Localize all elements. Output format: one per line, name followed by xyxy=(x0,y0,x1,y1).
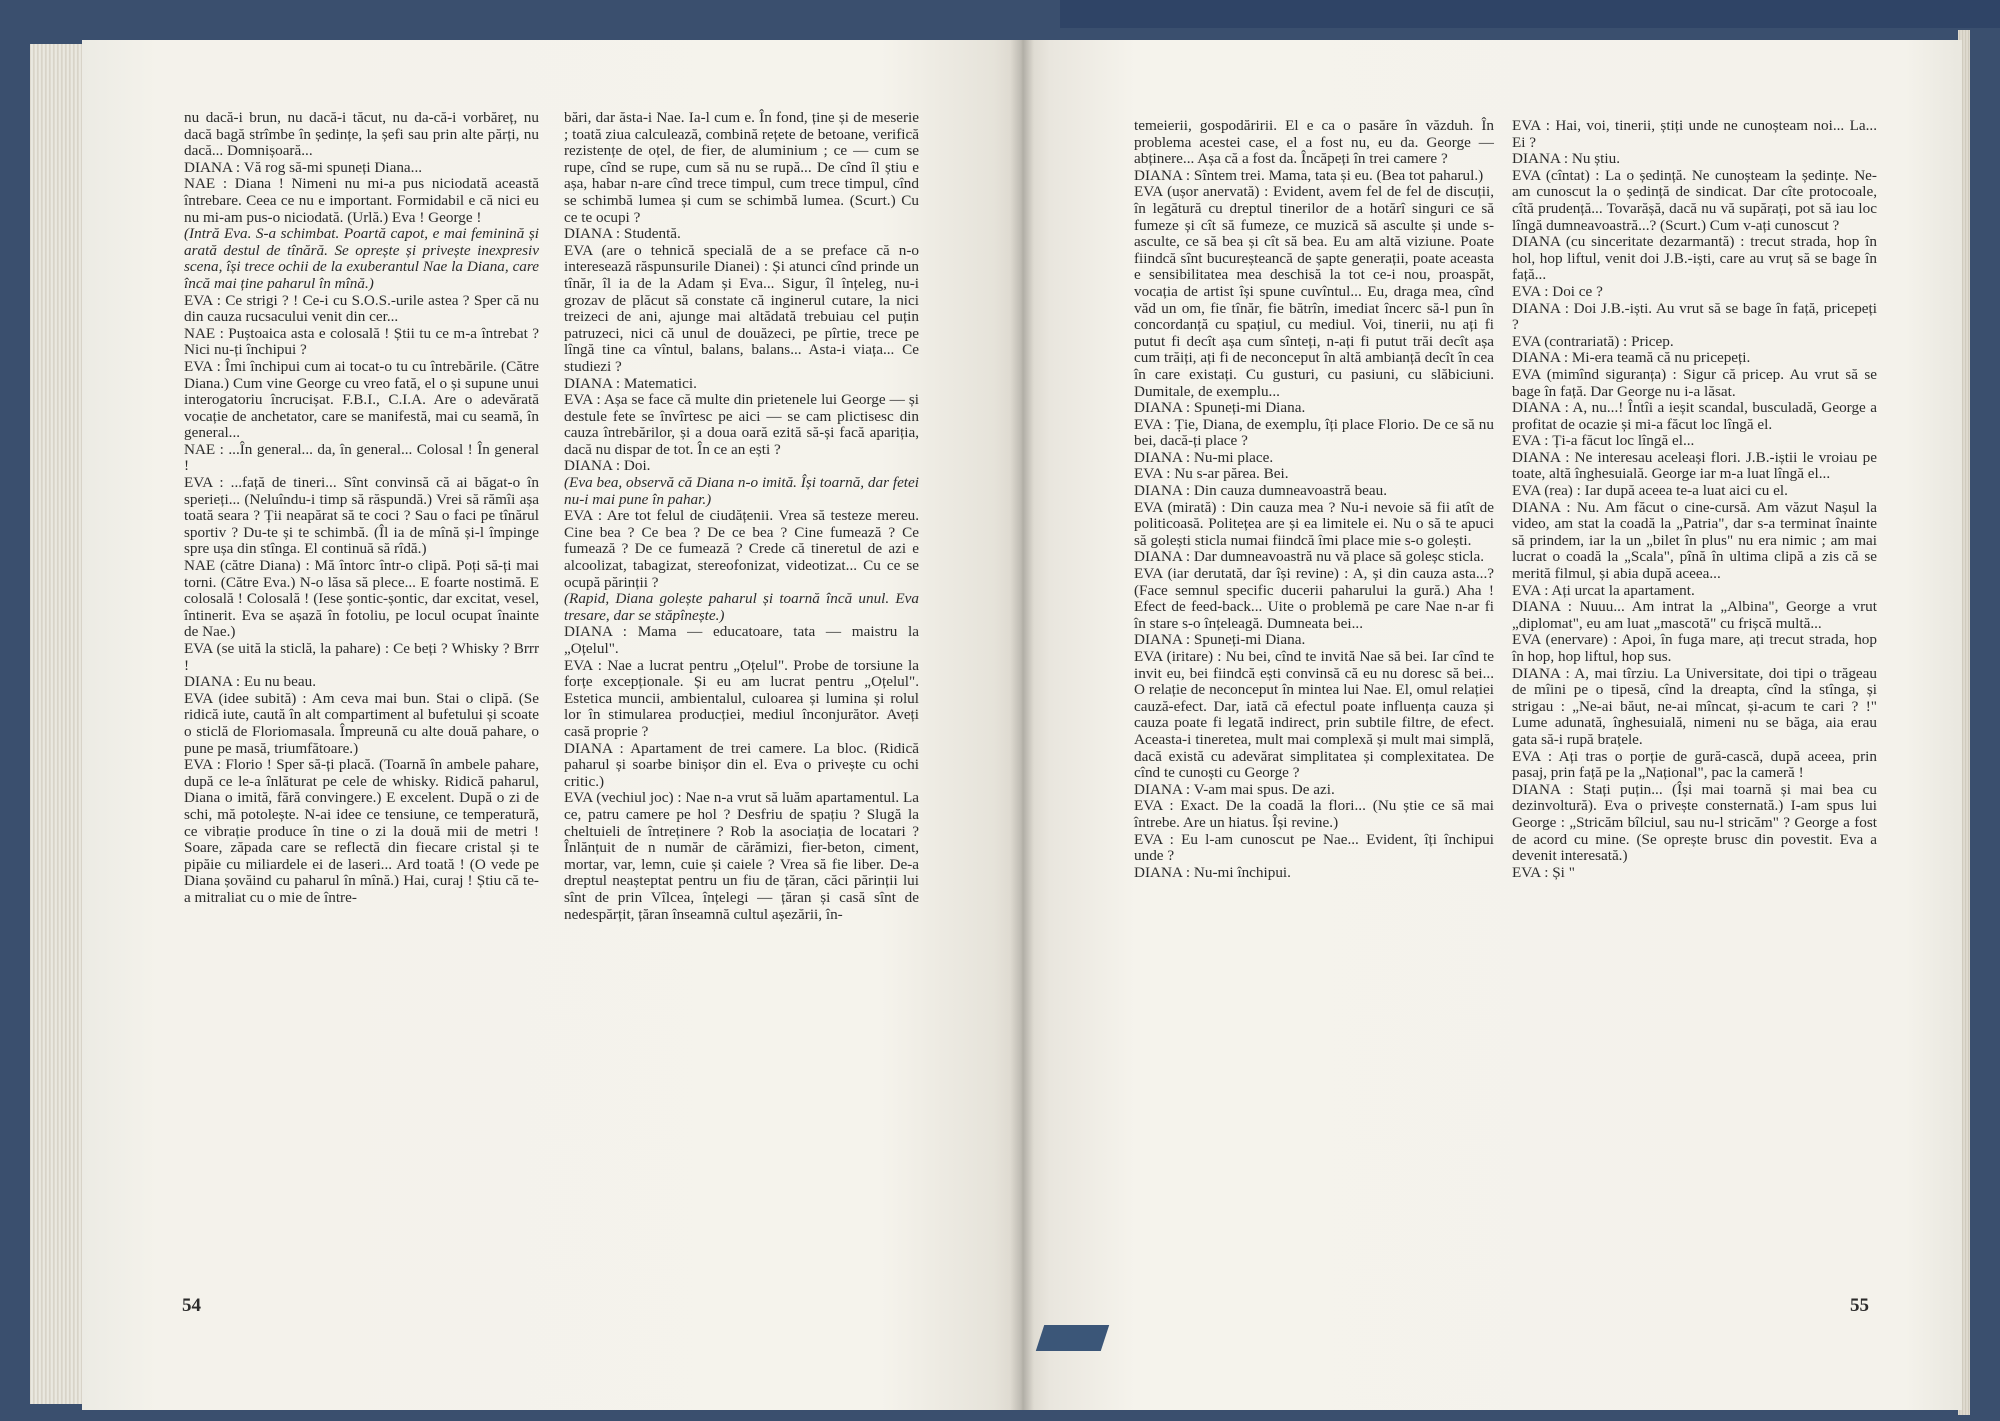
dialogue-paragraph: EVA (are o tehnică specială de a se preface că n-o interesează răspunsurile Dianei) : Și atunci cînd prinde un tînăr, îl ia de la Adam și Eva... Sigur, îl înțeleg, nu-i grozav de plăcut să constate că inginerul cutare, la nici treizeci de ani, ajunge mai altădată trebuiau cel puțin patruzeci, nici că unul de douăzeci, pe pîrtie, trece pe lîngă tine ca vîntul, balans, balans... Asta-i viața... Ce studiezi ? xyxy=(564,241,919,375)
cover-corner xyxy=(1036,1325,1109,1351)
dialogue-paragraph: DIANA : Nu. Am făcut o cine-cursă. Am văzut Nașul la video, am stat la coadă la „Patria", dar s-a terminat înainte să prindem, iar la un „bilet în plus" nu era nimic ; am mai lucrat o coadă la „Scala", pînă în ultima clipă a zis că se merită filmul, și abia după aceea... xyxy=(1512,498,1877,583)
dialogue-paragraph: EVA : Ați urcat la apartament. xyxy=(1512,581,1695,599)
left-page-column-2 xyxy=(564,110,919,923)
dialogue-paragraph: EVA : Ați tras o porție de gură-cască, după aceea, prin pasaj, prin față pe la „Național", pac la cameră ! xyxy=(1512,747,1877,782)
dialogue-paragraph: EVA : ...față de tineri... Sînt convinsă că ai băgat-o în sperieți... (Neluîndu-i timp să răspundă.) Vrei să rămîi așa toată seara ? Ții neapărat să te coci ? Sau o faci pe tînărul sportiv ? Du-te și te schimbă. (Îl ia de mînă și-l împinge spre ușa din stînga. El continuă să rîdă.) xyxy=(184,474,539,558)
dialogue-paragraph: DIANA : Doi. xyxy=(564,457,651,475)
left-page-edges xyxy=(30,44,88,1404)
dialogue-paragraph: nu dacă-i brun, nu dacă-i tăcut, nu da-că-i vorbăreț, nu dacă bagă strîmbe în ședințe, la șefi sau prin alte părți, nu dacă... Domnișoară... xyxy=(184,109,539,160)
dialogue-paragraph: DIANA : A, mai tîrziu. La Universitate, doi tipi o trăgeau de mîini pe o tipesă, cînd la dreapta, cînd la stînga, și strigau : „Ne-ai băut, ne-ai mîncat, și-acum te cari ? !" Lume adunată, înghesuială, nimeni nu se băga, aia erau gata să-i rupă brațele. xyxy=(1512,664,1877,748)
dialogue-paragraph: (Eva bea, observă că Diana n-o imită. Își toarnă, dar fetei nu-i mai pune în pahar.) xyxy=(564,474,919,508)
dialogue-paragraph: EVA : Așa se face că multe din prietenele lui George — și destule fete se învîrtesc pe aici — se cam plictisesc din cauza întrebărilor, și a doua oară ezită să-și facă apariția, dacă nu dispar de tot. În ce an ești ? xyxy=(564,391,919,458)
dialogue-paragraph: DIANA : Spuneți-mi Diana. xyxy=(1134,399,1306,417)
dialogue-paragraph: EVA (mirată) : Din cauza mea ? Nu-i nevoie să fii atît de politicoasă. Politețea are și ea limitele ei. Nu o să te apuci să golești sticla numai fiindcă îmi place mie s-o golești. xyxy=(1134,498,1494,549)
dialogue-paragraph: EVA : Ție, Diana, de exemplu, îți place Florio. De ce să nu bei, dacă-ți place ? xyxy=(1134,415,1494,450)
dialogue-paragraph: EVA : Ce strigi ? ! Ce-i cu S.O.S.-urile astea ? Sper că nu din cauza rucsacului venit din cer... xyxy=(184,291,539,326)
dialogue-paragraph: NAE : Diana ! Nimeni nu mi-a pus niciodată această întrebare. Ceea ce nu e important. Formidabil e că nici eu nu mi-am pus-o niciodată. (Urlă.) Eva ! George ! xyxy=(184,175,539,226)
dialogue-paragraph: EVA (rea) : Iar după aceea te-a luat aici cu el. xyxy=(1512,482,1788,500)
dialogue-paragraph: EVA : Doi ce ? xyxy=(1512,282,1603,300)
dialogue-paragraph: DIANA : Sîntem trei. Mama, tata și eu. (Bea tot paharul.) xyxy=(1134,166,1484,184)
dialogue-paragraph: DIANA : Apartament de trei camere. La bloc. (Ridică paharul și soarbe binișor din el. Eva o privește cu ochi critic.) xyxy=(564,739,919,790)
dialogue-paragraph: EVA : Nae a lucrat pentru „Oțelul". Probe de torsiune la forțe excepționale. Și eu am lucrat pentru „Oțelul". Estetica muncii, ambientalul, culoarea și lumina și rolul lor în stimularea producției, mediul înconjurător. Aveți casă proprie ? xyxy=(564,656,919,740)
dialogue-paragraph: NAE : ...În general... da, în general... Colosal ! În general ! xyxy=(184,440,539,475)
dialogue-paragraph: NAE : Puștoaica asta e colosală ! Știi tu ce m-a întrebat ? Nici nu-ți închipui ? xyxy=(184,324,539,359)
dialogue-paragraph: EVA (iar derutată, dar își revine) : A, și din cauza asta...? (Face semnul specific ducerii paharului la gură.) Aha ! Efect de feed-back... Uite o problemă pe care Nae n-ar fi în stare s-o înțeleagă. Dumneata bei... xyxy=(1134,565,1494,632)
dialogue-paragraph: DIANA : Mi-era teamă că nu pricepeți. xyxy=(1512,349,1751,367)
dialogue-paragraph: (Intră Eva. S-a schimbat. Poartă capot, e mai feminină și arată destul de tînără. Se oprește și privește inexpresiv scena, își trece ochii de la exuberantul Nae la Diana, care încă mai ține paharul în mînă.) xyxy=(184,225,539,292)
dialogue-paragraph: temeierii, gospodăririi. El e ca o pasăre în văzduh. În problema acestei case, el a fost nu, eu da. George — abținere... Așa că a fost da. Încăpeți în trei camere ? xyxy=(1134,117,1494,168)
dialogue-paragraph: DIANA : Doi J.B.-iști. Au vrut să se bage în față, pricepeți ? xyxy=(1512,299,1877,334)
dialogue-paragraph: DIANA : Stați puțin... (Își mai toarnă și mai bea cu dezinvoltură). Eva o privește consternată.) I-am spus lui George : „Stricăm bîlciul, sau nu-l stricăm" ? George a fost de acord cu mine. (Se oprește brusc din povestit. Eva a devenit interesată.) xyxy=(1512,780,1877,865)
dialogue-paragraph: DIANA : Nu-mi închipui. xyxy=(1134,863,1291,881)
dialogue-paragraph: EVA (enervare) : Apoi, în fuga mare, ați trecut strada, hop în hop, hop liftul, hop sus. xyxy=(1512,631,1877,665)
dialogue-paragraph: NAE (către Diana) : Mă întorc într-o clipă. Poți să-ți mai torni. (Către Eva.) N-o lăsa să plece... E foarte nostimă. E colosală ! Colosală ! (Iese șontic-șontic, dar excitat, vesel, întinerit. Eva se așază în fotoliu, pe locul ocupat înainte de Nae.) xyxy=(184,557,539,641)
dialogue-paragraph: DIANA : Nuuu... Am intrat la „Albina", George a vrut „diplomat", eu am luat „mascotă" cu frișcă multă... xyxy=(1512,598,1877,632)
book-spine-shadow xyxy=(1010,40,1034,1410)
dialogue-paragraph: DIANA : Studentă. xyxy=(564,225,681,243)
right-page-column-1 xyxy=(1134,118,1494,881)
dialogue-paragraph: EVA : Eu l-am cunoscut pe Nae... Evident, îți închipui unde ? xyxy=(1134,830,1494,865)
dialogue-paragraph: DIANA : A, nu...! Întîi a ieșit scandal, busculadă, George a profitat de ocazie și mi-a făcut loc lîngă el. xyxy=(1512,399,1877,433)
book-cover-top-edge xyxy=(1060,0,2000,28)
right-page xyxy=(1022,40,1962,1410)
dialogue-paragraph: EVA (idee subită) : Am ceva mai bun. Stai o clipă. (Se ridică iute, caută în alt compartiment al bufetului și scoate o sticlă de Floriomasala. Împreună cu alte două pahare, o pune pe masă, triumfătoare.) xyxy=(184,689,539,757)
dialogue-paragraph: DIANA : Eu nu beau. xyxy=(184,673,317,691)
dialogue-paragraph: EVA : Hai, voi, tinerii, știți unde ne cunoșteam noi... La... Ei ? xyxy=(1512,117,1877,151)
dialogue-paragraph: EVA : Ți-a făcut loc lîngă el... xyxy=(1512,432,1695,450)
dialogue-paragraph: EVA : Exact. De la coadă la flori... (Nu știe ce să mai întrebe. Are un hiatus. Își revine.) xyxy=(1134,797,1494,831)
dialogue-paragraph: EVA (se uită la sticlă, la pahare) : Ce beți ? Whisky ? Brrr ! xyxy=(184,640,539,674)
dialogue-paragraph: EVA (contrariată) : Pricep. xyxy=(1512,332,1674,350)
page-number-right: 55 xyxy=(1850,1295,1869,1316)
dialogue-paragraph: bări, dar ăsta-i Nae. Ia-l cum e. În fond, ține și de meserie ; toată ziua calculează, combină rețete de betoane, verifică rezistențe de oțel, de fier, de aluminium ; ce — cum se rupe, cînd se rupe, cum să nu se rupă... De cînd îl știu e așa, habar n-are cînd trece timpul, cum trece timpul, cînd se schimbă lumea și cum se schimbă lumea. (Scurt.) Cu ce te ocupi ? xyxy=(564,109,919,226)
dialogue-paragraph: DIANA : Mama — educatoare, tata — maistru la „Oțelul". xyxy=(564,623,919,657)
dialogue-paragraph: DIANA : Nu știu. xyxy=(1512,150,1621,168)
dialogue-paragraph: EVA (iritare) : Nu bei, cînd te invită Nae să bei. Iar cînd te invit eu, bei fiindcă ești convinsă că eu nu doresc să bei... O relație de neconceput în mintea lui Nae. El, omul relației cauză-efect. Dar, iată că efectul poate influența cauza și cauza poate fi legată indirect, prin subtile filtre, de efect. Aceasta-i tineretea, mult mai complexă și mult mai simplă, dacă există cu adevărat simplitatea și complexitatea. De cînd te cunoști cu George ? xyxy=(1134,648,1494,782)
left-page xyxy=(82,40,1022,1410)
right-page-column-2 xyxy=(1512,118,1877,881)
dialogue-paragraph: EVA : Și " xyxy=(1512,863,1575,881)
dialogue-paragraph: DIANA : V-am mai spus. De azi. xyxy=(1134,780,1335,798)
dialogue-paragraph: DIANA (cu sinceritate dezarmantă) : trecut strada, hop în hol, hop liftul, venit doi J.B.-iști, care au vruț să se bage în față... xyxy=(1512,233,1877,284)
page-number-left: 54 xyxy=(182,1295,201,1316)
dialogue-paragraph: EVA (ușor anervată) : Evident, avem fel de fel de discuții, în legătură cu dreptul tinerilor de a hotărî singuri ce să fumeze și cît să fumeze, ce muzică să asculte și unde s-asculte, ce să bea și cît să bea. Eu am altă viziune. Poate fiindcă sînt bucureșteancă de șapte generații, poate aceasta e sensibilitatea mea deschisă la tot ce-i nou, proaspăt, vocația de artist își spune cuvîntul... Eu, draga mea, cînd văd un om, fie tînăr, fie bătrîn, imediat încerc să-l pun în concordanță cu spațiul, cu mediul. Voi, tinerii, nu ați fi putut fi decît așa cum sînteți, n-ați fi putut trăi decît așa cum trăiți, ați fi de neconceput în altă ambianță decît în cea în care existați. Cu gusturi, cu pasiuni, cu slăbiciuni. Dumitale, de exemplu... xyxy=(1134,183,1494,400)
dialogue-paragraph: EVA (cîntat) : La o ședință. Ne cunoșteam la ședințe. Ne-am cunoscut la o ședință de sindicat. Dar cîte protocoale, cîtă prudență... Tovarășă, dacă nu vă supărați, pot să iau loc lîngă dumneavoastră...? (Scurt.) Cum v-ați cunoscut ? xyxy=(1512,166,1877,234)
dialogue-paragraph: EVA (mimînd siguranța) : Sigur că pricep. Au vrut să se bage în față. Dar George nu i-a lăsat. xyxy=(1512,365,1877,400)
dialogue-paragraph: EVA (vechiul joc) : Nae n-a vrut să luăm apartamentul. La ce, patru camere pe hol ? Desfriu de spațiu ? Slugă la cheltuieli de întreținere ? Rob la asociația de locatari ? Înlănțuit de n număr de cărămizi, fier-beton, ciment, mortar, var, lemn, cuie și caiele ? Vrea să fie liber. De-a dreptul neașteptat pentru un fiu de țăran, căci părinții lui sînt de prin Vîlcea, înțelegi — țăran și casă sînt de nedespărțit, țăran înseamnă cultul așezării, în- xyxy=(564,789,919,923)
left-page-column-1 xyxy=(184,110,539,907)
dialogue-paragraph: DIANA : Vă rog să-mi spuneți Diana... xyxy=(184,158,423,176)
dialogue-paragraph: EVA : Florio ! Sper să-ți placă. (Toarnă în ambele pahare, după ce le-a înlăturat pe cele de whisky. Ridică paharul, Diana o imită, fără convingere.) E excelent. După o zi de schi, mă potolește. N-ai idee ce tensiune, ce temperatură, ce vibrație produce în tine o zi la două mii de metri ! Soare, zăpada care se reflectă din fiecare cristal și te pipăie cu miliardele ei de laseri... Ard toată ! (O vede pe Diana șovăind cu paharul în mînă.) Hai, curaj ! Știu că te-a mitraliat cu o mie de între- xyxy=(184,756,539,906)
dialogue-paragraph: DIANA : Nu-mi place. xyxy=(1134,448,1274,466)
dialogue-paragraph: EVA : Are tot felul de ciudățenii. Vrea să testeze mereu. Cine bea ? Ce bea ? De ce bea ? Cine fumează ? Ce fumează ? De ce fumează ? Crede că tineretul de azi e alcoolizat, tabagizat, stereofonizat, videotizat... Cu ce se ocupă părinții ? xyxy=(564,507,919,591)
dialogue-paragraph: EVA : Îmi închipui cum ai tocat-o tu cu întrebările. (Către Diana.) Cum vine George cu vreo fată, el o și supune unui interogatoriu încrucișat. F.B.I., C.I.A. Are o adevărată vocație de anchetator, care se manifestă, mai cu seamă, în general... xyxy=(184,357,539,442)
dialogue-paragraph: EVA : Nu s-ar părea. Bei. xyxy=(1134,465,1289,483)
dialogue-paragraph: DIANA : Ne interesau aceleași flori. J.B.-iștii le vroiau pe toate, altă înghesuială. George iar m-a luat lîngă el... xyxy=(1512,448,1877,483)
dialogue-paragraph: DIANA : Spuneți-mi Diana. xyxy=(1134,631,1306,649)
dialogue-paragraph: DIANA : Din cauza dumneavoastră beau. xyxy=(1134,482,1388,500)
dialogue-paragraph: DIANA : Matematici. xyxy=(564,374,697,392)
dialogue-paragraph: (Rapid, Diana golește paharul și toarnă încă unul. Eva tresare, dar se stăpînește.) xyxy=(564,590,919,624)
dialogue-paragraph: DIANA : Dar dumneavoastră nu vă place să goleșc sticla. xyxy=(1134,548,1485,566)
